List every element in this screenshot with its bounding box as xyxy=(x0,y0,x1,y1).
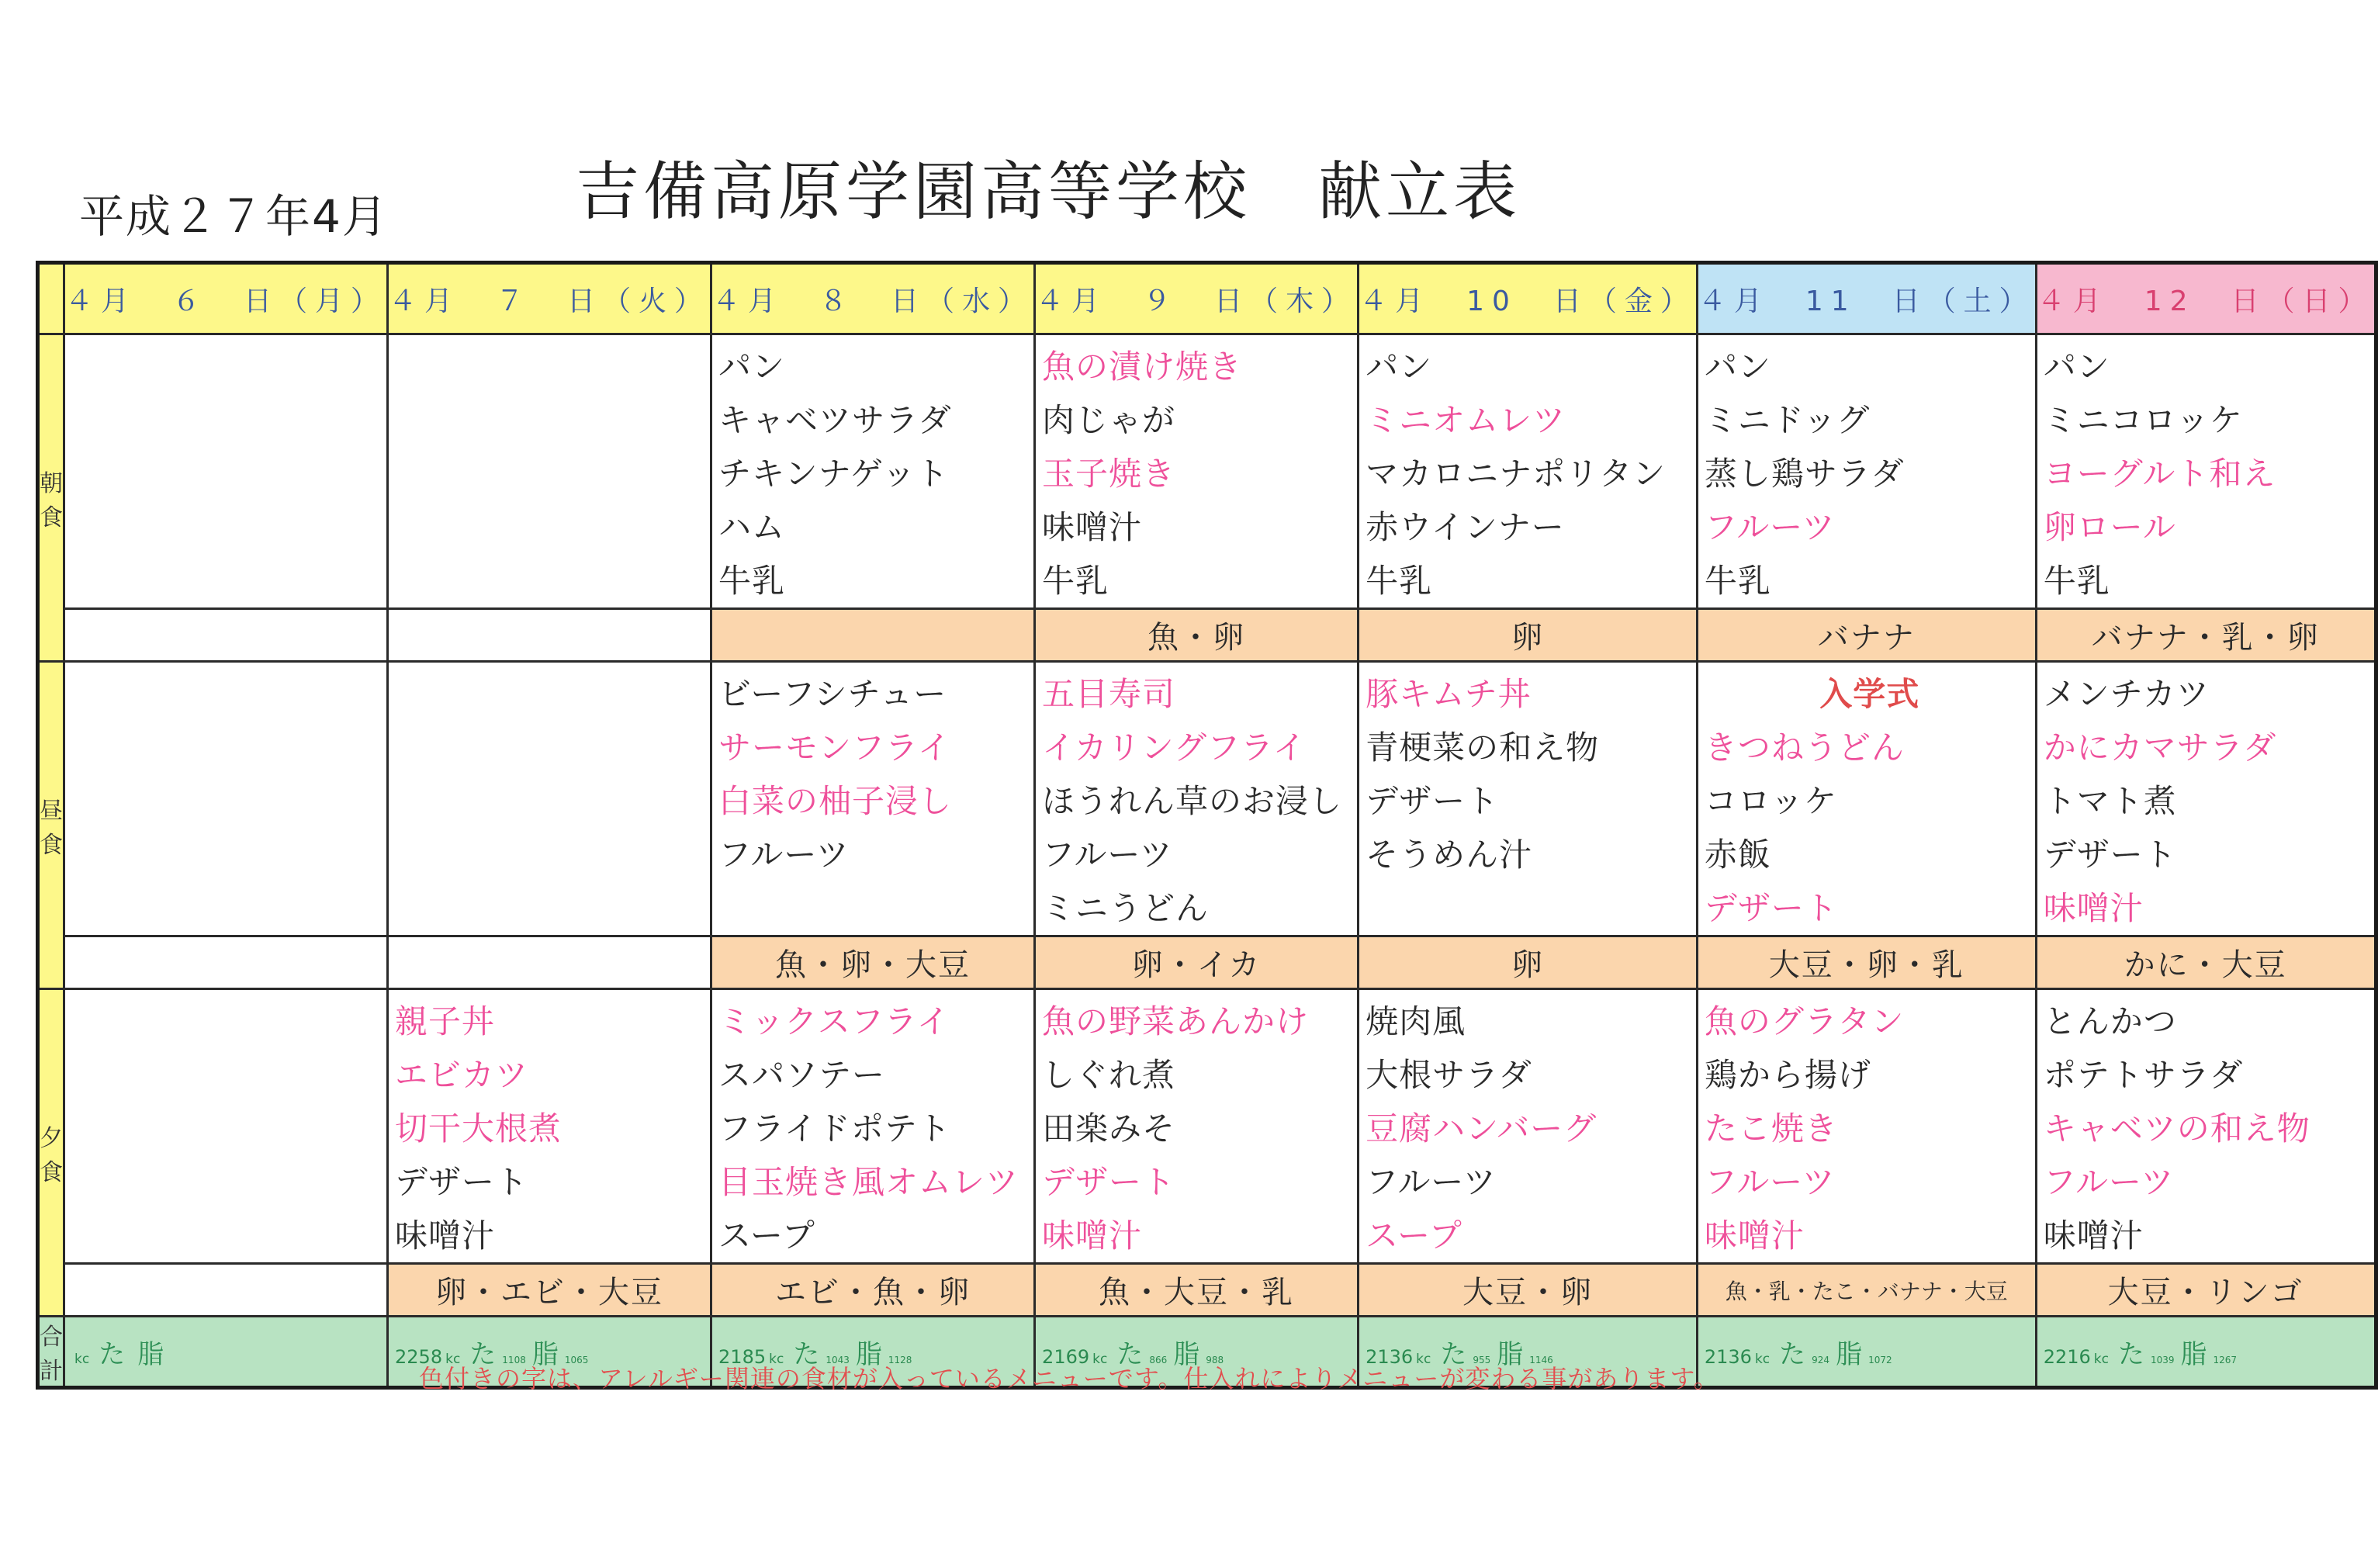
menu-item: ポテトサラダ xyxy=(2043,1056,2244,1094)
menu-item: 味噌汁 xyxy=(395,1217,496,1255)
menu-item-list xyxy=(1359,990,1696,1262)
allergen-cell: 卵・イカ xyxy=(1035,936,1359,989)
allergen-cell: 魚・卵 xyxy=(1035,609,1359,662)
menu-item: 牛乳 xyxy=(1042,562,1109,600)
menu-item-allergen: フルーツ xyxy=(1704,1163,1836,1201)
dinner-cell xyxy=(1697,989,2036,1264)
menu-item-list xyxy=(65,335,386,340)
menu-item: 青梗菜の和え物 xyxy=(1366,729,1600,767)
fat-label: 脂 xyxy=(1173,1338,1200,1370)
menu-item: ミニドッグ xyxy=(1704,401,1871,439)
breakfast-cell xyxy=(64,334,388,609)
allergen-cell xyxy=(388,936,711,989)
allergen-cell xyxy=(64,609,388,662)
menu-item-list xyxy=(2037,990,2374,1262)
fat-value: 1267 xyxy=(2213,1354,2238,1366)
menu-item-allergen: サーモンフライ xyxy=(718,729,951,767)
menu-item-list xyxy=(1359,335,1696,607)
fat-label: 脂 xyxy=(137,1338,164,1370)
protein-value: 924 xyxy=(1812,1354,1830,1366)
menu-item-allergen: デザート xyxy=(1042,1163,1176,1201)
menu-item: 鶏から揚げ xyxy=(1704,1056,1871,1094)
menu-item-allergen: フルーツ xyxy=(2043,1163,2175,1201)
menu-item: 肉じゃが xyxy=(1042,401,1176,439)
breakfast-allergen-row xyxy=(38,609,2376,662)
allergen-cell: バナナ・乳・卵 xyxy=(2036,609,2376,662)
menu-item-list xyxy=(712,990,1033,1262)
dinner-cell xyxy=(2036,989,2376,1264)
breakfast-cell xyxy=(1697,334,2036,609)
lunch-row xyxy=(38,662,2376,936)
menu-item-allergen: スープ xyxy=(1366,1217,1462,1255)
menu-item-allergen: 魚の漬け焼き xyxy=(1042,348,1243,386)
protein-label: た xyxy=(469,1338,497,1370)
lunch-label: 昼食 xyxy=(38,662,64,989)
kcal-value: 2169 xyxy=(1042,1345,1090,1368)
menu-item: マカロニナポリタン xyxy=(1366,455,1667,493)
menu-item: スパソテー xyxy=(718,1056,886,1094)
menu-item-allergen: デザート xyxy=(1704,889,1838,927)
menu-item: スープ xyxy=(718,1217,815,1255)
menu-item: パン xyxy=(2043,348,2110,386)
menu-item-list xyxy=(1359,663,1696,881)
menu-item: 赤ウインナー xyxy=(1366,508,1565,546)
breakfast-label: 朝食 xyxy=(38,334,64,662)
kcal-value: 2136 xyxy=(1366,1345,1414,1368)
menu-item-allergen: 味噌汁 xyxy=(1704,1217,1805,1255)
menu-item-allergen: 味噌汁 xyxy=(2043,889,2144,927)
protein-value: 1039 xyxy=(2150,1354,2175,1366)
menu-item: ミニうどん xyxy=(1042,889,1210,927)
menu-item: トマト煮 xyxy=(2043,782,2177,820)
menu-item: そうめん汁 xyxy=(1366,836,1533,874)
fat-label: 脂 xyxy=(855,1338,882,1370)
lunch-cell xyxy=(1035,662,1359,936)
allergen-cell xyxy=(711,609,1035,662)
menu-item-allergen: ヨーグルト和え xyxy=(2043,455,2276,493)
menu-item: チキンナゲット xyxy=(718,455,950,493)
kcal-unit: kc xyxy=(769,1351,784,1367)
protein-value: 866 xyxy=(1149,1354,1168,1366)
kcal-value: 2185 xyxy=(718,1345,767,1368)
menu-item: フライドポテト xyxy=(718,1109,951,1147)
menu-item-allergen: 切干大根煮 xyxy=(395,1109,562,1147)
menu-item-allergen: 親子丼 xyxy=(395,1002,496,1040)
corner-cell xyxy=(38,263,64,334)
menu-item: ミニコロッケ xyxy=(2043,401,2243,439)
menu-item: フルーツ xyxy=(718,836,850,874)
menu-item: 田楽みそ xyxy=(1042,1109,1176,1147)
menu-item: デザート xyxy=(395,1163,529,1201)
kcal-value: 2216 xyxy=(2043,1345,2091,1368)
allergen-cell: 卵・エビ・大豆 xyxy=(388,1264,711,1317)
menu-item: パン xyxy=(718,348,786,386)
era-month: 平成２７年4月 xyxy=(79,190,389,243)
fat-value: 988 xyxy=(1206,1354,1224,1366)
allergen-cell xyxy=(388,609,711,662)
lunch-cell xyxy=(1359,662,1698,936)
menu-item: キャベツサラダ xyxy=(718,401,952,439)
menu-item-list xyxy=(1036,335,1357,607)
menu-item-allergen: ミニオムレツ xyxy=(1366,401,1566,439)
menu-item-allergen: 玉子焼き xyxy=(1042,455,1176,493)
allergen-cell xyxy=(64,1264,388,1317)
protein-label: た xyxy=(1116,1338,1144,1370)
breakfast-cell xyxy=(2036,334,2376,609)
day-header-saturday: ４月 11 日（土） xyxy=(1697,263,2036,334)
day-header: ４月 ８ 日（水） xyxy=(711,263,1035,334)
allergen-cell: 卵 xyxy=(1359,936,1698,989)
menu-item-allergen: イカリングフライ xyxy=(1042,729,1307,767)
breakfast-row xyxy=(38,334,2376,609)
menu-item-list xyxy=(2037,663,2374,935)
menu-item-allergen: きつねうどん xyxy=(1704,729,1905,767)
menu-item-allergen: 魚の野菜あんかけ xyxy=(1042,1002,1310,1040)
allergen-cell: バナナ xyxy=(1697,609,2036,662)
menu-item-allergen: エビカツ xyxy=(395,1056,529,1094)
menu-item-list xyxy=(2037,335,2374,607)
kcal-unit: kc xyxy=(2093,1351,2109,1367)
dinner-cell xyxy=(1035,989,1359,1264)
day-header-sunday: ４月 12 日（日） xyxy=(2036,263,2376,334)
fat-value: 1065 xyxy=(564,1354,589,1366)
allergen-cell: 大豆・卵・乳 xyxy=(1697,936,2036,989)
fat-label: 脂 xyxy=(1497,1338,1524,1370)
menu-item: メンチカツ xyxy=(2043,675,2210,713)
protein-label: た xyxy=(793,1338,820,1370)
menu-item: デザート xyxy=(2043,836,2177,874)
menu-item-allergen: ミックスフライ xyxy=(718,1002,950,1040)
day-header: ４月 ９ 日（木） xyxy=(1035,263,1359,334)
lunch-cell xyxy=(2036,662,2376,936)
menu-item-list xyxy=(389,663,710,667)
breakfast-cell xyxy=(1035,334,1359,609)
menu-item: パン xyxy=(1366,348,1433,386)
menu-item: 味噌汁 xyxy=(2043,1217,2144,1255)
dinner-label: 夕食 xyxy=(38,989,64,1317)
nutrition-cell xyxy=(1697,1317,2036,1388)
nutrition-cell xyxy=(2036,1317,2376,1388)
day-header: ４月 ６ 日（月） xyxy=(64,263,388,334)
menu-item-allergen: 目玉焼き風オムレツ xyxy=(718,1163,1019,1201)
menu-item-allergen: 豆腐ハンバーグ xyxy=(1366,1109,1597,1147)
menu-item-list xyxy=(712,663,1033,881)
lunch-cell xyxy=(1697,662,2036,936)
allergen-cell: 魚・大豆・乳 xyxy=(1035,1264,1359,1317)
allergen-footnote: 色付きの字は、アレルギー関連の食材が入っているメニューです。仕入れによりメニューが変わる事があります。 xyxy=(419,1364,1719,1393)
fat-label: 脂 xyxy=(531,1338,559,1370)
totals-label: 合計 xyxy=(38,1317,64,1388)
lunch-cell xyxy=(64,662,388,936)
menu-item-list xyxy=(389,990,710,1262)
menu-item: 牛乳 xyxy=(1704,562,1771,600)
menu-item: パン xyxy=(1704,348,1771,386)
allergen-cell: かに・大豆 xyxy=(2036,936,2376,989)
protein-value: 1108 xyxy=(502,1354,526,1366)
allergen-cell: 魚・乳・たこ・バナナ・大豆 xyxy=(1697,1264,2036,1317)
menu-item: 牛乳 xyxy=(718,562,786,600)
menu-item: 赤飯 xyxy=(1704,836,1771,874)
fat-value: 1128 xyxy=(888,1354,912,1366)
event-label: 入学式 xyxy=(1819,675,1920,713)
menu-item-list xyxy=(1698,990,2035,1262)
menu-item-allergen: 卵ロール xyxy=(2043,508,2176,546)
kcal-value: 2258 xyxy=(395,1345,443,1368)
lunch-cell xyxy=(388,662,711,936)
fat-value: 1072 xyxy=(1868,1354,1892,1366)
allergen-cell: 魚・卵・大豆 xyxy=(711,936,1035,989)
menu-item-allergen: 魚のグラタン xyxy=(1704,1002,1905,1040)
menu-item-allergen: 白菜の柚子浸し xyxy=(718,782,953,820)
menu-item-list xyxy=(389,335,710,340)
menu-item: ハム xyxy=(718,508,786,546)
menu-item: ほうれん草のお浸し xyxy=(1042,782,1343,820)
protein-label: た xyxy=(1779,1338,1806,1370)
menu-item-list xyxy=(65,990,386,995)
menu-item-list xyxy=(65,663,386,667)
menu-item-list xyxy=(712,335,1033,607)
menu-item-list xyxy=(1036,990,1357,1262)
menu-item: しぐれ煮 xyxy=(1042,1056,1176,1094)
menu-item-allergen: かにカマサラダ xyxy=(2043,729,2277,767)
menu-item-allergen: 豚キムチ丼 xyxy=(1366,675,1532,713)
allergen-cell: 卵 xyxy=(1359,609,1698,662)
nutrition-cell xyxy=(64,1317,388,1388)
menu-item-list xyxy=(1698,335,2035,607)
menu-item-allergen: フルーツ xyxy=(1704,508,1836,546)
menu-item-allergen: 味噌汁 xyxy=(1042,1217,1143,1255)
menu-item: 大根サラダ xyxy=(1366,1056,1532,1094)
breakfast-cell xyxy=(711,334,1035,609)
kcal-unit: kc xyxy=(1092,1351,1108,1367)
breakfast-cell xyxy=(388,334,711,609)
kcal-unit: kc xyxy=(1416,1351,1431,1367)
protein-label: た xyxy=(2117,1338,2144,1370)
lunch-allergen-row xyxy=(38,936,2376,989)
dinner-cell xyxy=(64,989,388,1264)
menu-item: 焼肉風 xyxy=(1366,1002,1466,1040)
menu-item-allergen: キャベツの和え物 xyxy=(2043,1109,2311,1147)
fat-label: 脂 xyxy=(2180,1338,2207,1370)
day-header: ４月 10 日（金） xyxy=(1359,263,1698,334)
day-header-row xyxy=(38,263,2376,334)
fat-value: 1146 xyxy=(1529,1354,1553,1366)
menu-item: 牛乳 xyxy=(1366,562,1433,600)
menu-table xyxy=(36,261,2378,1390)
allergen-cell: エビ・魚・卵 xyxy=(711,1264,1035,1317)
dinner-row xyxy=(38,989,2376,1264)
menu-item-list xyxy=(1698,663,2035,935)
day-header: ４月 ７ 日（火） xyxy=(388,263,711,334)
allergen-cell: 大豆・卵 xyxy=(1359,1264,1698,1317)
allergen-cell xyxy=(64,936,388,989)
dinner-cell xyxy=(1359,989,1698,1264)
protein-value: 1043 xyxy=(826,1354,850,1366)
menu-item: 味噌汁 xyxy=(1042,508,1143,546)
menu-item: 蒸し鶏サラダ xyxy=(1704,455,1905,493)
menu-item: 牛乳 xyxy=(2043,562,2110,600)
allergen-cell: 大豆・リンゴ xyxy=(2036,1264,2376,1317)
menu-item: デザート xyxy=(1366,782,1500,820)
menu-item-allergen: たこ焼き xyxy=(1704,1109,1838,1147)
fat-label: 脂 xyxy=(1836,1338,1863,1370)
breakfast-cell xyxy=(1359,334,1698,609)
menu-item: フルーツ xyxy=(1042,836,1173,874)
lunch-cell xyxy=(711,662,1035,936)
menu-item: フルーツ xyxy=(1366,1163,1497,1201)
kcal-unit: kc xyxy=(1754,1351,1771,1367)
dinner-cell xyxy=(711,989,1035,1264)
menu-item-allergen: 五目寿司 xyxy=(1042,675,1176,713)
kcal-unit: kc xyxy=(74,1351,90,1367)
menu-item: コロッケ xyxy=(1704,782,1838,820)
protein-label: た xyxy=(1440,1338,1467,1370)
kcal-value: 2136 xyxy=(1704,1345,1752,1368)
menu-item: ビーフシチュー xyxy=(718,675,947,713)
page-title: 吉備高原学園高等学校 献立表 xyxy=(576,155,1521,229)
dinner-cell xyxy=(388,989,711,1264)
menu-item: とんかつ xyxy=(2043,1002,2177,1040)
protein-label: た xyxy=(99,1338,126,1370)
dinner-allergen-row xyxy=(38,1264,2376,1317)
menu-item-list xyxy=(1036,663,1357,935)
kcal-unit: kc xyxy=(445,1351,461,1367)
protein-value: 955 xyxy=(1473,1354,1491,1366)
